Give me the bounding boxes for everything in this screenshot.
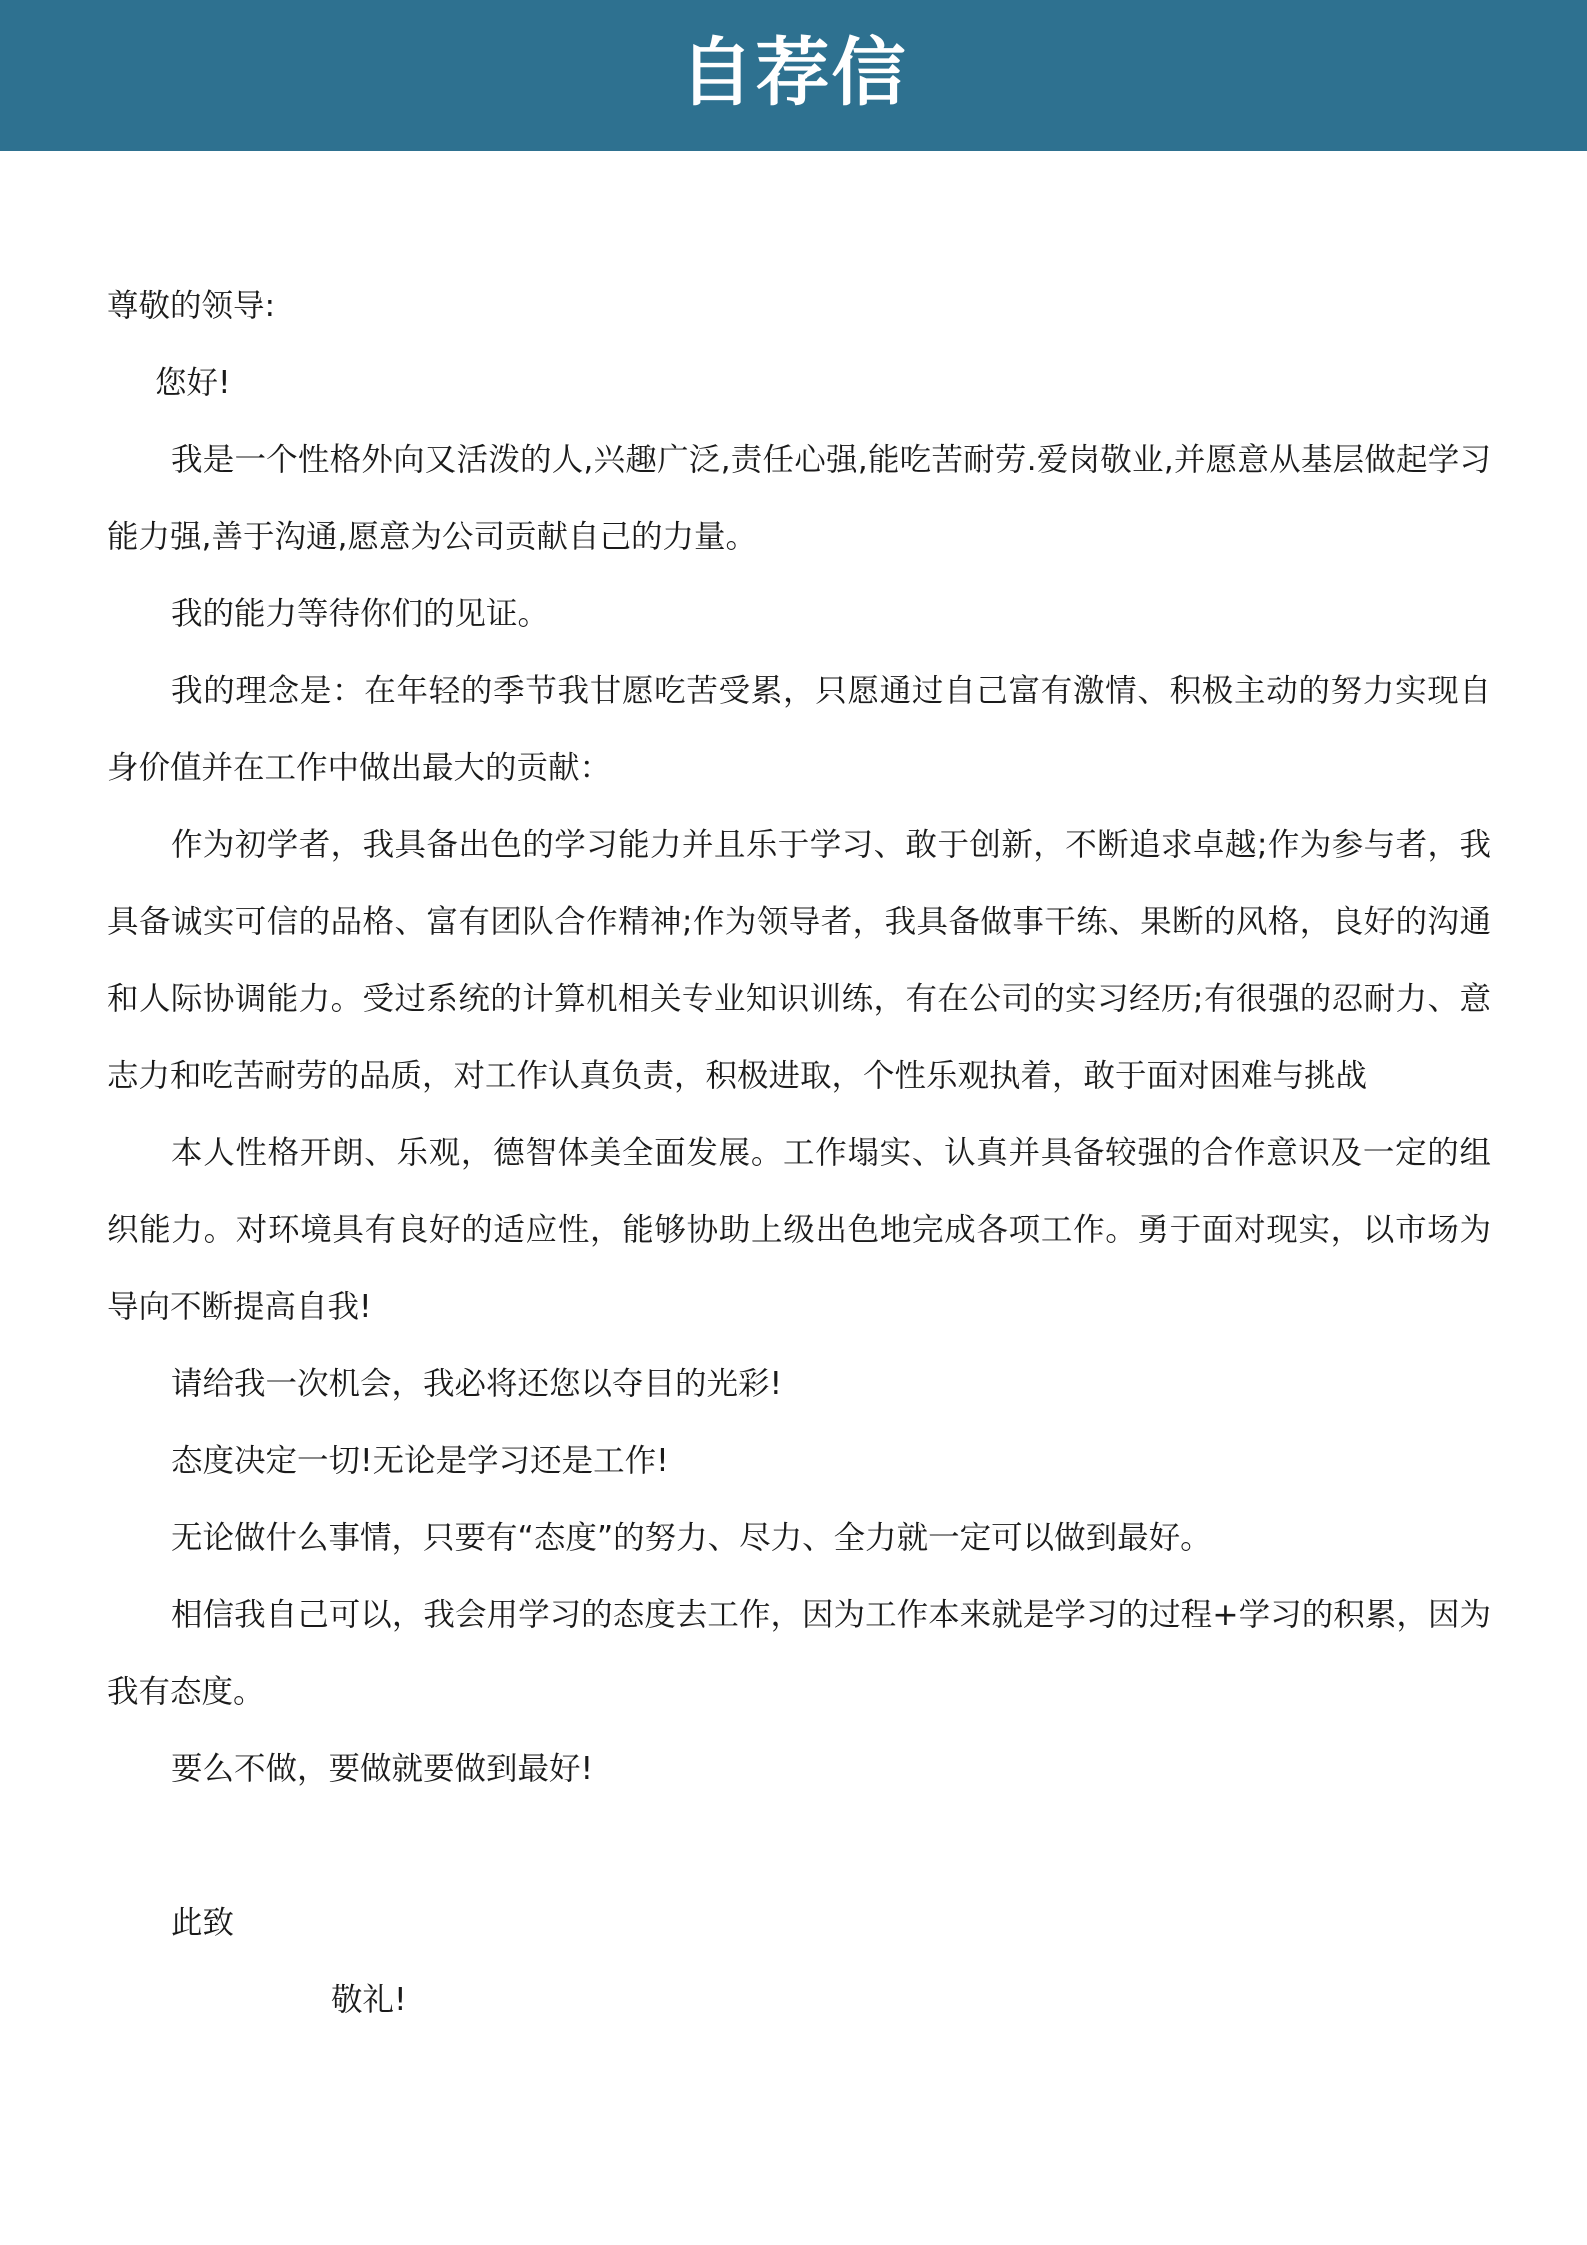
paragraph: 我的能力等待你们的见证。 xyxy=(171,596,550,632)
paragraph: 作为初学者，我具备出色的学习能力并且乐于学习、敢于创新，不断追求卓越;作为参与者，我具备诚实可信的品格、富有团队合作精神;作为领导者，我具备做事干练、果断的风格，良好的沟通和人际协调能力。受过系统的计算机相关专业知识训练，有在公司的实习经历;有很强的忍耐力、意志力和吃苦耐劳的品质，对工作认真负责，积极进取，个性乐观执着，敢于面对困难与挑战 xyxy=(107,827,1491,1094)
closing: 此致 xyxy=(171,1905,235,1941)
letter-body xyxy=(107,268,1491,2039)
page-title: 自荐信 xyxy=(679,29,908,116)
greeting: 您好! xyxy=(155,365,231,401)
spacer xyxy=(107,1808,1491,1885)
paragraph: 我是一个性格外向又活泼的人,兴趣广泛,责任心强,能吃苦耐劳.爱岗敬业,并愿意从基层做起学习能力强,善于沟通,愿意为公司贡献自己的力量。 xyxy=(107,442,1491,555)
paragraph: 要么不做，要做就要做到最好! xyxy=(171,1751,594,1787)
sign-off: 敬礼! xyxy=(331,1982,407,2018)
paragraph: 本人性格开朗、乐观，德智体美全面发展。工作塌实、认真并具备较强的合作意识及一定的组织能力。对环境具有良好的适应性，能够协助上级出色地完成各项工作。勇于面对现实，以市场为导向不断提高自我! xyxy=(107,1135,1491,1325)
salutation: 尊敬的领导: xyxy=(107,288,276,324)
paragraph: 态度决定一切!无论是学习还是工作! xyxy=(171,1443,669,1479)
header-band xyxy=(0,0,1587,151)
paragraph: 相信我自己可以，我会用学习的态度去工作，因为工作本来就是学习的过程+学习的积累，因为我有态度。 xyxy=(107,1597,1491,1710)
paragraph: 无论做什么事情，只要有“态度”的努力、尽力、全力就一定可以做到最好。 xyxy=(171,1520,1212,1556)
paragraph: 请给我一次机会，我必将还您以夺目的光彩! xyxy=(171,1366,783,1402)
paragraph: 我的理念是：在年轻的季节我甘愿吃苦受累，只愿通过自己富有激情、积极主动的努力实现自身价值并在工作中做出最大的贡献： xyxy=(107,673,1491,786)
